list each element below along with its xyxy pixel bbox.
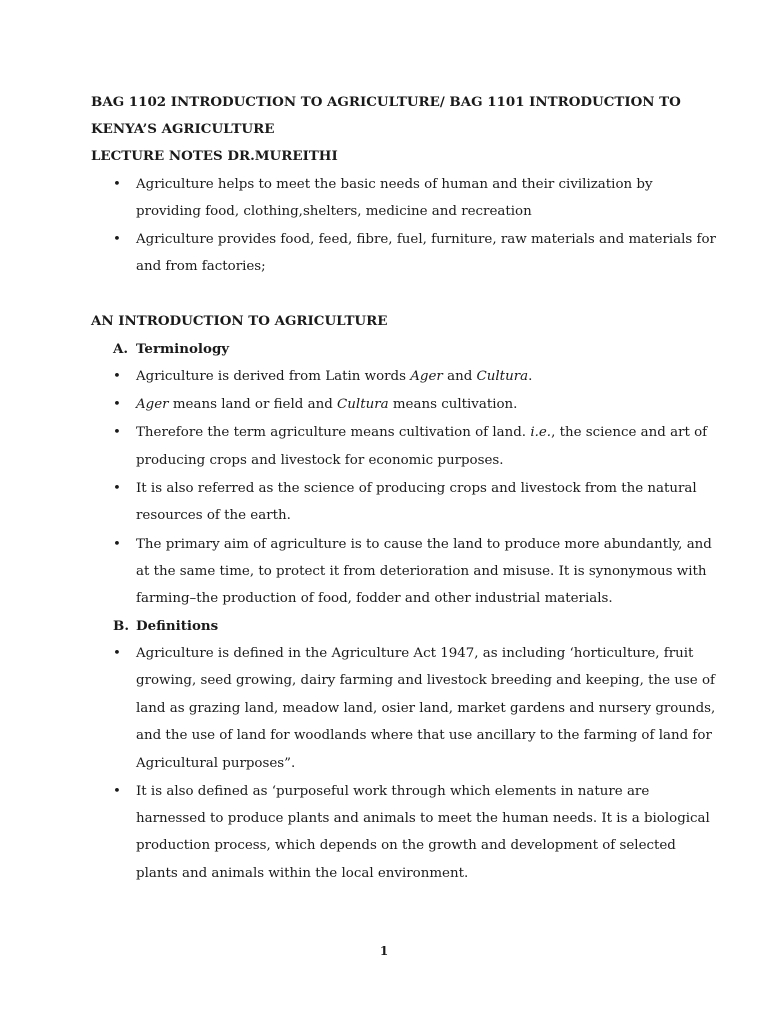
document-title-line-2: KENYA’S AGRICULTURE	[91, 121, 275, 137]
terminology-bullet-5-line-2: at the same time, to protect it from deterioration and misuse. It is synonymous with	[136, 564, 707, 579]
definition-bullet-1-line-5: Agricultural purposes”.	[136, 756, 296, 771]
terminology-bullet-3-line-2: producing crops and livestock for economic purposes.	[136, 453, 504, 468]
definition-bullet-1-line-3: land as grazing land, meadow land, osier land, market gardens and nursery grounds,	[136, 701, 716, 716]
intro-bullet-2-line-1: Agriculture provides food, feed, fibre, fuel, furniture, raw materials and materials for	[136, 232, 716, 247]
intro-bullet-1-line-1: Agriculture helps to meet the basic needs of human and their civilization by	[136, 177, 653, 192]
definition-bullet-2-line-4: plants and animals within the local environment.	[136, 866, 469, 881]
terminology-bullet-5-line-3: farming–the production of food, fodder and other industrial materials.	[136, 591, 613, 606]
terminology-bullet-3-line-1: Therefore the term agriculture means cultivation of land. i.e., the science and art of	[136, 425, 708, 440]
terminology-bullet-1: Agriculture is derived from Latin words Ager and Cultura.	[136, 369, 533, 384]
definition-bullet-2-line-1: It is also defined as ‘purposeful work through which elements in nature are	[136, 784, 650, 799]
terminology-bullet-2: Ager means land or field and Cultura means cultivation.	[136, 397, 518, 412]
bullet-marker: •	[113, 784, 121, 799]
bullet-marker: •	[113, 397, 121, 412]
document-subtitle: LECTURE NOTES DR.MUREITHI	[91, 148, 338, 164]
subsection-b-title: Definitions	[136, 618, 219, 634]
section-heading: AN INTRODUCTION TO AGRICULTURE	[91, 313, 388, 329]
bullet-marker: •	[113, 369, 121, 384]
bullet-marker: •	[113, 646, 121, 661]
bullet-marker: •	[113, 232, 121, 247]
definition-bullet-1-line-4: and the use of land for woodlands where that use ancillary to the farming of land for	[136, 728, 712, 743]
bullet-marker: •	[113, 177, 121, 192]
document-title-line-1: BAG 1102 INTRODUCTION TO AGRICULTURE/ BAG 1101 INTRODUCTION TO	[91, 94, 681, 110]
subsection-b-letter: B.	[113, 618, 129, 634]
subsection-a-letter: A.	[113, 341, 129, 357]
terminology-bullet-5-line-1: The primary aim of agriculture is to cause the land to produce more abundantly, and	[136, 537, 712, 552]
intro-bullet-1-line-2: providing food, clothing,shelters, medicine and recreation	[136, 204, 532, 219]
definition-bullet-2-line-2: harnessed to produce plants and animals to meet the human needs. It is a biological	[136, 811, 710, 826]
page-number: 1	[379, 944, 389, 958]
definition-bullet-1-line-1: Agriculture is defined in the Agriculture Act 1947, as including ‘horticulture, fruit	[136, 646, 694, 661]
bullet-marker: •	[113, 481, 121, 496]
definition-bullet-1-line-2: growing, seed growing, dairy farming and livestock breeding and keeping, the use of	[136, 673, 716, 688]
bullet-marker: •	[113, 537, 121, 552]
definition-bullet-2-line-3: production process, which depends on the growth and development of selected	[136, 838, 676, 853]
terminology-bullet-4-line-2: resources of the earth.	[136, 508, 291, 523]
terminology-bullet-4-line-1: It is also referred as the science of producing crops and livestock from the natural	[136, 481, 697, 496]
bullet-marker: •	[113, 425, 121, 440]
subsection-a-title: Terminology	[136, 341, 230, 357]
intro-bullet-2-line-2: and from factories;	[136, 259, 266, 274]
